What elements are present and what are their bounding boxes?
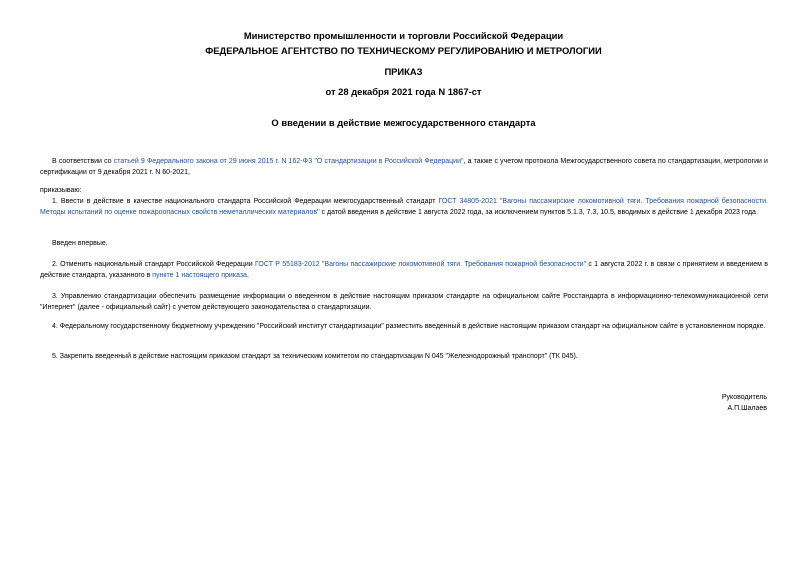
ministry-heading: Министерство промышленности и торговли Российской Федерации bbox=[243, 30, 564, 41]
item-1-link[interactable]: пункте 1 настоящего приказа bbox=[152, 272, 247, 279]
paragraph-introduced-first: Введен впервые. bbox=[52, 240, 108, 247]
law-link[interactable]: статьей 9 Федерального закона от 29 июня 2015 г. N 162-ФЗ "О стандартизации в Российской Федерации" bbox=[113, 158, 464, 165]
paragraph-order: приказываю: bbox=[40, 187, 82, 194]
gost-r-55183-link[interactable]: ГОСТ Р 55183-2012 "Вагоны пассажирские локомотивной тяги. Требования пожарной безопасности" bbox=[255, 261, 587, 268]
paragraph-item-1: 1. Ввести в действие в качестве национального стандарта Российской Федерации межгосударственный стандарт ГОСТ 34805-2021 "Вагоны пассажирские локомотивной тяги. Требования пожарной безопасности. Методы испытаний по оценке пожароопасных свойств неметаллических материалов" с датой введения в действие 1 августа 2022 года, за исключением пунктов 5.1.3, 7.3, 10.5, вводимых в действие 1 декабря 2023 года. bbox=[40, 198, 769, 216]
doc-date-number: от 28 декабря 2021 года N 1867-ст bbox=[325, 86, 482, 97]
doc-type-heading: ПРИКАЗ bbox=[384, 66, 423, 77]
signature-name: А.П.Шалаев bbox=[727, 405, 767, 412]
agency-heading: ФЕДЕРАЛЬНОЕ АГЕНТСТВО ПО ТЕХНИЧЕСКОМУ РЕГУЛИРОВАНИЮ И МЕТРОЛОГИИ bbox=[205, 45, 602, 56]
paragraph-item-4: 4. Федеральному государственному бюджетному учреждению "Российский институт стандартизации" разместить введенный в действие настоящим приказом стандарт на официальном сайте в установленном порядке. bbox=[52, 323, 766, 330]
paragraph-item-5: 5. Закрепить введенный в действие настоящим приказом стандарт за техническим комитетом по стандартизации N 045 "Железнодорожный транспорт" (ТК 045). bbox=[52, 353, 578, 360]
gost-34805-link[interactable]: ГОСТ 34805-2021 "Вагоны пассажирские локомотивной тяги. Требования пожарной безопасности. Методы испытаний по оценке пожароопасных свойств неметаллических материалов" bbox=[40, 198, 769, 216]
doc-title: О введении в действие межгосударственного стандарта bbox=[271, 117, 536, 128]
paragraph-preamble: В соответствии со статьей 9 Федерального закона от 29 июня 2015 г. N 162-ФЗ "О стандартизации в Российской Федерации", а также с учетом протокола Межгосударственного совета по стандартизации, метрологии и сертификации от 9 декабря 2021 г. N 60-2021, bbox=[40, 158, 768, 176]
paragraph-item-3: 3. Управлению стандартизации обеспечить размещение информации о введенном в действие настоящим приказом стандарте на официальном сайте Росстандарта в информационно-телекоммуникационной сети "Интернет" (далее - официальный сайт) с учетом действующего законодательства о стандартизации. bbox=[40, 293, 768, 311]
paragraph-item-2: 2. Отменить национальный стандарт Российской Федерации ГОСТ Р 55183-2012 "Вагоны пассажирские локомотивной тяги. Требования пожарной безопасности" с 1 августа 2022 г. в связи с принятием и введением в действие стандарта, указанного в пункте 1 настоящего приказа. bbox=[40, 261, 768, 279]
signature-role: Руководитель bbox=[721, 394, 767, 401]
